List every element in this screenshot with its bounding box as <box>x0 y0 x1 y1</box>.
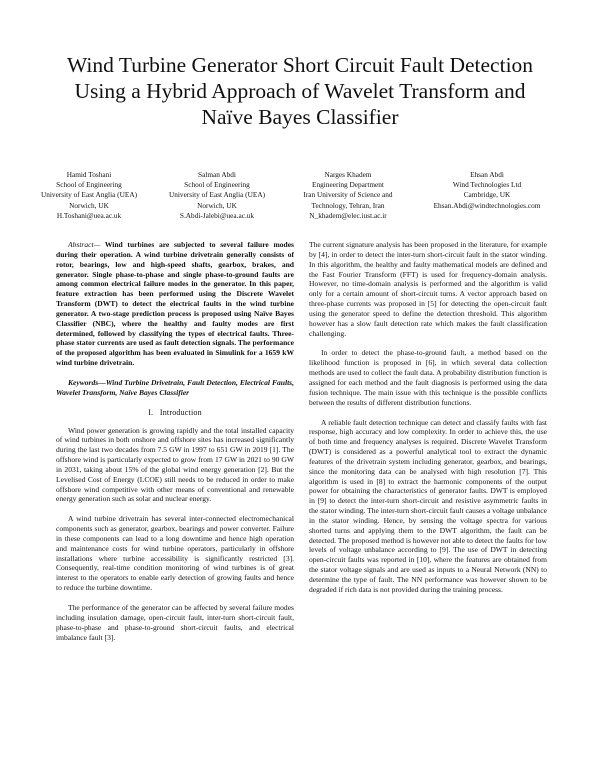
author-affiliation: University of East Anglia (UEA) <box>40 190 138 200</box>
author-name: Salman Abdi <box>198 170 236 179</box>
section-heading <box>56 408 294 418</box>
author-4 <box>410 170 564 211</box>
paragraph: The current signature analysis has been proposed in the literature, for example by [4], in order to detect the inter-turn short-circuit fault in the stator winding. In this algorithm, the healthy and faulty mathematical models are defined and the Fast Fourier Transform (FFT) is used for frequency-domain analysis. However, no time-domain analysis is performed and the algorithm is valid only for a certain amount of short-circuit turns. A vector approach based on three-phase currents was proposed in [5] for detecting the open-circuit fault using the generator speed to define the detection threshold. This algorithm however has a slow fault detection rate which makes the fault classification challenging. <box>309 240 547 338</box>
author-affiliation: Engineering Department <box>312 180 384 190</box>
author-affiliation: School of Engineering <box>184 180 250 190</box>
keywords: Keywords—Wind Turbine Drivetrain, Fault Detection, Electrical Faults, Wavelet Transform, Naïve Bayes Classifier <box>56 377 294 397</box>
author-affiliation: Iran University of Science and <box>303 190 393 200</box>
abstract <box>56 240 294 368</box>
author-location: Technology, Tehran, Iran <box>311 200 385 210</box>
author-2 <box>152 170 282 221</box>
paragraph: The performance of the generator can be affected by several failure modes including insulation damage, open-circuit fault, inter-turn short-circuit fault, phase-to-phase and phase-to-ground short-circuit faults, and electrical imbalance fault [3]. <box>56 603 294 642</box>
left-column <box>56 240 294 652</box>
author-name: Hamid Toshani <box>66 170 112 179</box>
section-number: I. <box>148 407 154 417</box>
author-affiliation: School of Engineering <box>56 180 122 190</box>
author-location: Norwich, UK <box>197 200 237 210</box>
title-line-1: Wind Turbine Generator Short Circuit Fault Detection <box>66 53 534 77</box>
abstract-text: Wind turbines are subjected to several failure modes during their operation. A wind turbine drivetrain generally consists of rotor, bearings, low and high-speed shafts, gearbox, brakes, and generator. Single phase-to-phase and single phase-to-ground faults are among common electrical failure modes in the generator. In this paper, feature extraction has been performed using the Discrete Wavelet Transform (DWT) to detect the electrical faults in the wind turbine generator. A two-stage prediction process is proposed using Naïve Bayes Classifier (NBC), where the healthy and faulty modes are first determined, followed by classifying the types of electrical faults. Three-phase stator currents are used as fault detection signals. The performance of the proposed algorithm has been evaluated in Simulink for a 1659 kW wind turbine drivetrain. <box>56 240 294 368</box>
author-email: H.Toshani@uea.ac.uk <box>56 210 122 220</box>
author-name: Ehsan Abdi <box>470 170 504 179</box>
author-email: S.Abdi-Jalebi@uea.ac.uk <box>179 210 255 220</box>
author-name: Narges Khadem <box>324 170 372 179</box>
author-location: Cambridge, UK <box>463 190 511 200</box>
abstract-label: Abstract— <box>68 240 101 249</box>
paragraph: Wind power generation is growing rapidly and the total installed capacity of wind turbines in both onshore and offshore sites has increased significantly during the last two decades from 7.5 GW in 1997 to 651 GW in 2019 [1]. The offshore wind is particularly expected to grow from 17 GW in 2021 to 90 GW in 2031, taking about 15% of the global wind energy generation [2]. But the Levelised Cost of Energy (LCOE) still needs to be reduced in order to make offshore wind competitive with other means of conventional and renewable energy generation such as solar and nuclear energy. <box>56 425 294 504</box>
paragraph: A reliable fault detection technique can detect and classify faults with fast response, high accuracy and low complexity. In order to achieve this, the use of both time and frequency analyses is required. Discrete Wavelet Transform (DWT) is considered as a powerful analytical tool to extract the dynamic features of the drivetrain system including generator, gearbox, and bearings, since the monitoring data can be analysed with high resolution [7]. This algorithm is used in [8] to extract the harmonic components of the output power for obtaining the characteristics of generator faults. DWT is employed in [9] to detect the inter-turn short-circuit and resistive asymmetric faults in the stator winding. The inter-turn short-circuit fault causes a voltage unbalance in the stator winding. Hence, by sensing the voltage spectra for various shorted turns and applying them to the DWT algorithm, the fault can be detected. The proposed method is however not able to detect the faults for low levels of voltage unbalance according to [9]. The use of DWT in detecting open-circuit faults was reported in [10], where the features are obtained from the stator voltage signals and are used as inputs to a Neural Network (NN) to determine the type of fault. The NN performance was however shown to be degraded if rich data is not provided during the training process. <box>309 417 547 594</box>
author-email: Ehsan.Abdi@windtechnologies.com <box>433 200 541 210</box>
title-line-2: Using a Hybrid Approach of Wavelet Transform and <box>74 79 526 103</box>
author-affiliation: University of East Anglia (UEA) <box>168 190 266 200</box>
right-column <box>309 240 547 605</box>
author-location: Norwich, UK <box>69 200 109 210</box>
section-title: Introduction <box>159 407 202 417</box>
paragraph: A wind turbine drivetrain has several inter-connected electromechanical components such as generator, gearbox, bearings and power converter. Failure in these components can lead to a long downtime and hence high operation and maintenance costs for wind turbine operators, particularly in offshore installations where turbine accessibility is significantly restricted [3]. Consequently, real-time condition monitoring of wind turbines is of great interest to the operators to enable early detection of growing faults and hence to reduce the turbine downtime. <box>56 514 294 593</box>
author-3 <box>283 170 413 221</box>
author-email: N_khadem@elec.iust.ac.ir <box>309 210 387 220</box>
paragraph: In order to detect the phase-to-ground fault, a method based on the likelihood function is proposed in [6], in which several data collection methods are used to collect the fault data. A probability distribution function is assigned for each method and the fault diagnosis is performed using the data fusion technique. The main issue with this technique is the possible conflicts between the results of different distribution functions. <box>309 348 547 407</box>
paper-title <box>20 52 580 130</box>
author-1 <box>24 170 154 221</box>
title-line-3: Naïve Bayes Classifier <box>201 105 399 129</box>
author-affiliation: Wind Technologies Ltd <box>452 180 522 190</box>
